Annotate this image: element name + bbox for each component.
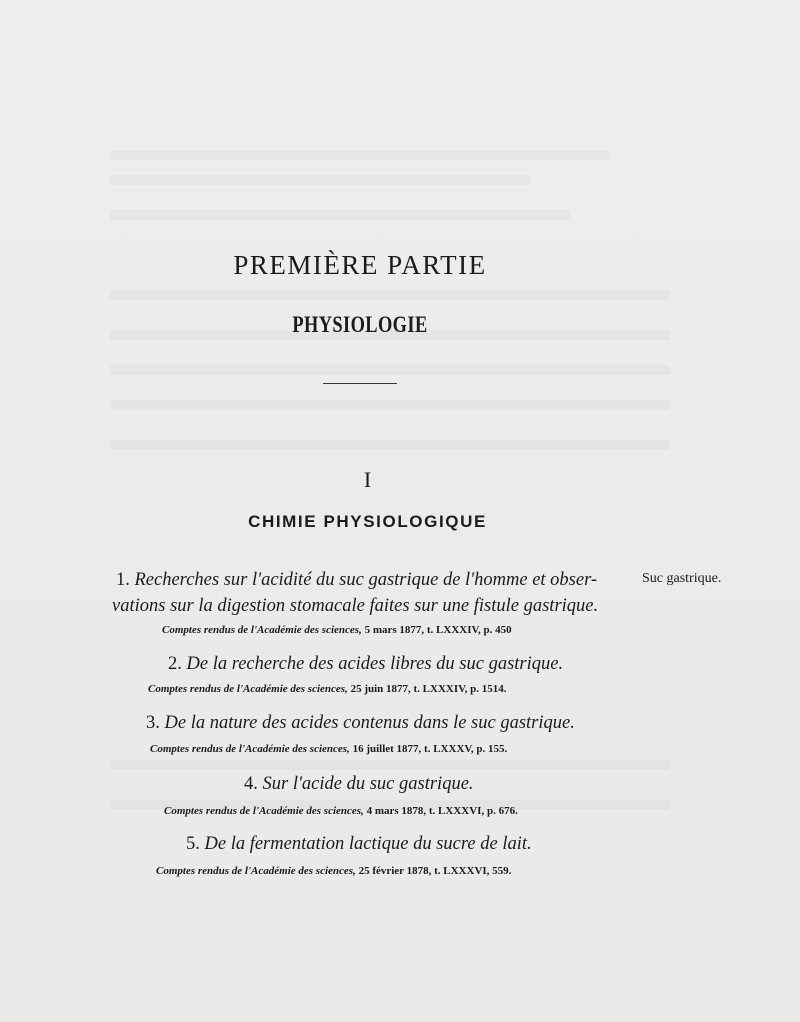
reference-details: 16 juillet 1877, t. LXXXV, p. 155. bbox=[349, 743, 508, 755]
bleed-through bbox=[110, 760, 670, 770]
reference-details: 25 février 1878, t. LXXXVI, 559. bbox=[355, 865, 512, 877]
chapter-title: CHIMIE PHYSIOLOGIQUE bbox=[248, 512, 487, 531]
entry-1-reference bbox=[162, 624, 512, 636]
bleed-through bbox=[110, 150, 610, 160]
divider bbox=[323, 383, 397, 384]
entry-5-title bbox=[186, 834, 532, 855]
entry-2-title bbox=[168, 654, 563, 675]
entry-4-reference bbox=[164, 805, 518, 817]
reference-journal: Comptes rendus de l'Académie des sciences, bbox=[164, 805, 364, 817]
entry-3-reference bbox=[150, 743, 507, 755]
reference-details: 25 juin 1877, t. LXXXIV, p. 1514. bbox=[347, 683, 507, 695]
entry-number: 4. bbox=[244, 774, 258, 794]
chapter-number: I bbox=[363, 467, 372, 492]
entry-title: Recherches sur l'acidité du suc gastrique de l'homme et obser- bbox=[134, 570, 598, 590]
reference-journal: Comptes rendus de l'Académie des sciences, bbox=[148, 683, 348, 695]
entry-number: 2. bbox=[168, 654, 182, 674]
entry-2-reference bbox=[148, 683, 507, 695]
bleed-through bbox=[110, 440, 670, 450]
entry-4-title bbox=[244, 774, 474, 795]
margin-note: Suc gastrique. bbox=[642, 571, 722, 586]
reference-journal: Comptes rendus de l'Académie des sciences, bbox=[162, 624, 362, 636]
bleed-through bbox=[110, 210, 570, 220]
reference-details: 4 mars 1878, t. LXXXVI, p. 676. bbox=[363, 805, 518, 817]
entry-3-title bbox=[146, 713, 575, 734]
entry-title: De la fermentation lactique du sucre de lait. bbox=[204, 834, 532, 854]
entry-number: 1. bbox=[116, 570, 130, 590]
reference-details: 5 mars 1877, t. LXXXIV, p. 450 bbox=[361, 624, 512, 636]
bleed-through bbox=[110, 175, 530, 185]
entry-title: De la recherche des acides libres du suc gastrique. bbox=[186, 654, 564, 674]
reference-journal: Comptes rendus de l'Académie des sciences, bbox=[150, 743, 350, 755]
bleed-through bbox=[110, 400, 670, 410]
entry-title: De la nature des acides contenus dans le suc gastrique. bbox=[164, 713, 575, 733]
bleed-through bbox=[110, 365, 670, 375]
reference-journal: Comptes rendus de l'Académie des sciences, bbox=[156, 865, 356, 877]
entry-1-title-line2: vations sur la digestion stomacale faites sur une fistule gastrique. bbox=[112, 596, 599, 616]
bleed-through bbox=[110, 290, 670, 300]
entry-1-title-line1 bbox=[116, 570, 597, 591]
entry-number: 3. bbox=[146, 713, 160, 733]
part-title: PREMIÈRE PARTIE bbox=[233, 250, 487, 280]
entry-number: 5. bbox=[186, 834, 200, 854]
entry-title: Sur l'acide du suc gastrique. bbox=[262, 774, 474, 794]
entry-5-reference bbox=[156, 865, 511, 877]
section-title: PHYSIOLOGIE bbox=[292, 312, 428, 337]
